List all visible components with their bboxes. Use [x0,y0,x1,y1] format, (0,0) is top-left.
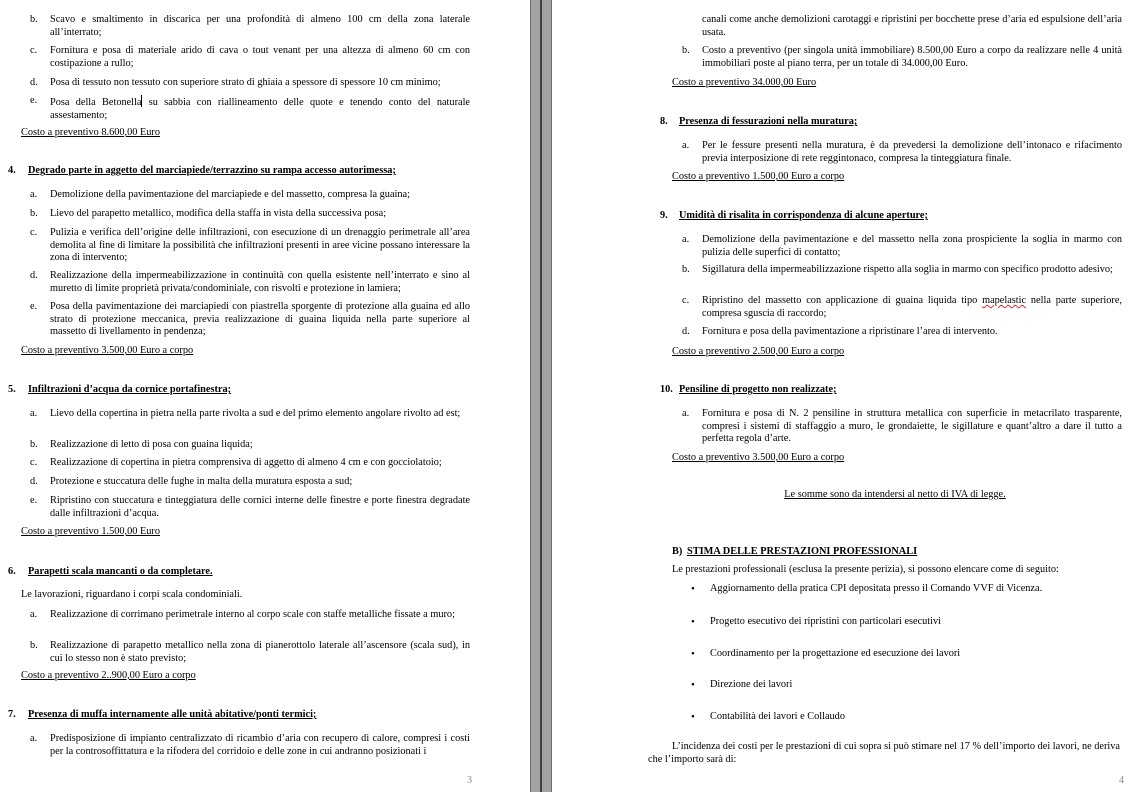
page-4 [552,0,1141,792]
list-item: c. Ripristino del massetto con applicazione di guaina liquida tipo mapelastic nella parte superiore, compresa sguscia di raccordo; [682,295,1122,319]
bullet-icon: • [691,648,695,660]
cost-line: Costo a preventivo 3.500,00 Euro a corpo [21,345,194,356]
section-intro: Le lavorazioni, riguardano i corpi scala condominiali. [21,589,243,600]
list-item: a. Realizzazione di corrimano perimetrale interno al corpo scale con staffe metalliche fissate a muro; [30,609,455,620]
cost-line: Costo a preventivo 8.600,00 Euro [21,127,160,138]
bullet-item: Direzione dei lavori [710,679,793,690]
page-gutter [530,0,531,792]
list-item: b. Costo a preventivo (per singola unità immobiliare) 8.500,00 Euro a corpo da realizzare nelle 4 unità immobiliari poste al piano terra, per un totale di 34.000,00 Euro. [682,45,1122,69]
list-item: e. Posa della Betonella su sabbia con riallineamento delle quote e tenendo conto del naturale assestamento; [30,95,470,121]
list-item: c. Pulizia e verifica dell’origine delle infiltrazioni, con esecuzione di un drenaggio perimetrale all’area demolita al fine di limitare la possibilità che infiltrazioni presenti in aree vicine possano interessare la zona di intervento; [30,227,470,264]
list-item: b. Realizzazione di letto di posa con guaina liquida; [30,439,253,450]
list-item: c. Realizzazione di copertina in pietra comprensiva di aggetto di almeno 4 cm e con gocciolatoio; [30,457,442,468]
cost-line: Costo a preventivo 2.500,00 Euro a corpo [672,346,845,357]
bullet-icon: • [691,711,695,723]
section-heading: 4. Degrado parte in aggetto del marciapiede/terrazzino su rampa accesso autorimessa; [8,165,396,176]
section-heading: 7. Presenza di muffa internamente alle unità abitative/ponti termici; [8,709,317,720]
list-item: a. Per le fessure presenti nella muratura, è da prevedersi la demolizione dell’intonaco e rifacimento previa interposizione di rete reggintonaco, compresa la tinteggiatura finale. [682,140,1122,164]
cost-line: Costo a preventivo 1.500,00 Euro [21,526,160,537]
list-item: a. Fornitura e posa di N. 2 pensiline in struttura metallica con superficie in metacrilato trasparente, compresi i sistemi di staffaggio a muro, le grondaiette, le sigillature e quant’altro a dare il tutto a perfetta regola d’arte. [682,408,1122,445]
list-item: b. Realizzazione di parapetto metallico nella zona di pianerottolo laterale all’ascensore (scala sud), in cui lo stesso non è stato previsto; [30,640,470,664]
cost-line: Costo a preventivo 1.500,00 Euro a corpo [672,171,845,182]
list-item: d. Fornitura e posa della pavimentazione a ripristinare l’area di intervento. [682,326,998,337]
cost-line: Costo a preventivo 3.500,00 Euro a corpo [672,452,845,463]
page-3 [0,0,530,792]
list-item: b. Scavo e smaltimento in discarica per una profondità di almeno 100 cm della zona laterale all’interrato; [30,14,470,38]
list-item: a. Demolizione della pavimentazione del marciapiede e del massetto, compresa la guaina; [30,189,410,200]
section-b-heading: B) STIMA DELLE PRESTAZIONI PROFESSIONALI [672,546,918,557]
page-divider [540,0,542,792]
list-item: b. Sigillatura della impermeabilizzazione rispetto alla soglia in marmo con specifico prodotto adesivo; [682,264,1113,275]
list-item: d. Protezione e stuccatura delle fughe in malta della muratura esposta a sud; [30,476,353,487]
list-item: e. Ripristino con stuccatura e tinteggiatura delle cornici interne delle finestre e porte finestra degradate dalle infiltrazioni d’acqua. [30,495,470,519]
bullet-icon: • [691,679,695,691]
section-heading: 5. Infiltrazioni d’acqua da cornice portafinestra; [8,384,232,395]
list-item: d. Realizzazione della impermeabilizzazione in continuità con quella esistente nell’interrato e sino al muretto di limite proprietà privata/condominiale, con risvolti e protezione in lamiera; [30,270,470,294]
misspelled-word[interactable]: mapelastic [982,295,1027,306]
list-item-continuation: canali come anche demolizioni carotaggi e ripristini per bocchette prese d’aria ed espulsione dell’aria usata. [702,14,1122,38]
section-heading: 10. Pensiline di progetto non realizzate; [660,384,837,395]
closing-paragraph: L’incidenza dei costi per le prestazioni di cui sopra si può stimare nel 17 % dell’importo dei lavori, ne deriva che l’importo sarà di: [648,741,1120,765]
list-item: c. Fornitura e posa di materiale arido di cava o tout venant per una altezza di almeno 60 cm con costipazione a rullo; [30,45,470,69]
section-heading: 8. Presenza di fessurazioni nella muratura; [660,116,858,127]
list-item: a. Lievo della copertina in pietra nella parte rivolta a sud e del primo elemento angolare rivolto ad est; [30,408,461,419]
bullet-icon: • [691,583,695,595]
section-b-intro: Le prestazioni professionali (esclusa la presente perizia), si possono elencare come di seguito: [672,564,1059,575]
iva-note: Le somme sono da intendersi al netto di IVA di legge. [784,489,1006,500]
bullet-item: Aggiornamento della pratica CPI depositata presso il Comando VVF di Vicenza. [710,583,1043,594]
text-cursor [141,95,142,107]
section-heading: 9. Umidità di risalita in corrispondenza di alcune aperture; [660,210,928,221]
list-item: a. Predisposizione di impianto centralizzato di ricambio d’aria con recupero di calore, compresi i costi per la controsoffittatura e la rifodera del corridoio e delle zone in cui andranno posizionati i [30,733,470,757]
bullet-item: Contabilità dei lavori e Collaudo [710,711,845,722]
cost-line: Costo a preventivo 34.000,00 Euro [672,77,817,88]
cost-line: Costo a preventivo 2..900,00 Euro a corpo [21,670,196,681]
list-item: e. Posa della pavimentazione dei marciapiedi con piastrella sporgente di protezione alla guaina ed allo strato di protezione meccanica, previa realizzazione di guaina liquida nella parte superiore al massetto di livellamento in pendenza; [30,301,470,338]
list-item: a. Demolizione della pavimentazione e del massetto nella zona prospiciente la soglia in marmo con pulizia delle superfici di contatto; [682,234,1122,258]
list-item: d. Posa di tessuto non tessuto con superiore strato di ghiaia a spessore di spessore 10 cm minimo; [30,77,441,88]
bullet-item: Coordinamento per la progettazione ed esecuzione dei lavori [710,648,961,659]
section-heading: 6. Parapetti scala mancanti o da completare. [8,566,213,577]
page-number: 4 [1119,775,1124,786]
list-item: b. Lievo del parapetto metallico, modifica della staffa in vista della successiva posa; [30,208,387,219]
page-number: 3 [467,775,472,786]
bullet-item: Progetto esecutivo dei ripristini con particolari esecutivi [710,616,942,627]
bullet-icon: • [691,616,695,628]
